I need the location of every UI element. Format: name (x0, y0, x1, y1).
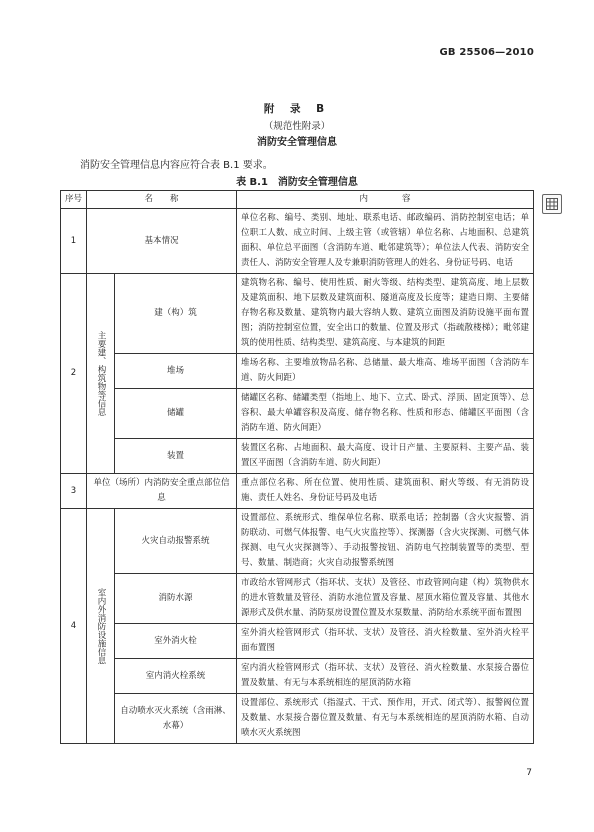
table-row (61, 439, 534, 474)
sub-content: 堆场名称、主要堆放物品名称、总储量、最大堆高、堆场平面图（含消防车道、防火间距） (237, 354, 534, 389)
table-row (61, 389, 534, 439)
sub-name: 堆场 (115, 354, 237, 389)
sub-content: 市政给水管网形式（指环状、支状）及管径、市政管网向建（构）筑物供水的进水管数量及管径、消防水池位置及容量、屋顶水箱位置及容量、其他水源形式及供水量、消防泵房设置位置及水泵数量、消防给水系统平面布置图 (237, 574, 534, 624)
fire-safety-info-table (60, 190, 534, 744)
sub-name: 火灾自动报警系统 (115, 509, 237, 574)
group-label-cell (87, 274, 115, 474)
table-caption: 表 B.1 消防安全管理信息 (236, 177, 358, 188)
appendix-title: 附 录 B (263, 103, 331, 115)
page-number: 7 (526, 768, 532, 778)
header-no: 序号 (61, 191, 87, 209)
table-view-icon-glyph (546, 198, 558, 210)
table-row (61, 659, 534, 694)
table-row (61, 474, 534, 509)
row-content: 单位名称、编号、类别、地址、联系电话、邮政编码、消防控制室电话；单位职工人数、成立时间、上级主管（或管辖）单位名称、占地面积、总建筑面积、单位总平面图（含消防车道、毗邻建筑等）；单位法人代表、消防安全责任人、消防安全管理人及专兼职消防管理人的姓名、身份证号码、电话 (237, 209, 534, 274)
standard-number: GB 25506—2010 (439, 47, 534, 58)
row-name: 基本情况 (87, 209, 237, 274)
row-name: 单位（场所）内消防安全重点部位信息 (87, 474, 237, 509)
sub-content: 室外消火栓管网形式（指环状、支状）及管径、消火栓数量、室外消火栓平面布置图 (237, 624, 534, 659)
sub-content: 室内消火栓管网形式（指环状、支状）及管径、消火栓数量、水泵接合器位置及数量、有无与本系统相连的屋顶消防水箱 (237, 659, 534, 694)
group-label: 主要建、构筑物等信息 (96, 331, 106, 416)
table-header-row (61, 191, 534, 209)
table-row (61, 624, 534, 659)
row-number: 3 (61, 474, 87, 509)
table-row (61, 509, 534, 574)
sub-name: 储罐 (115, 389, 237, 439)
sub-content: 设置部位、系统形式（指湿式、干式、预作用，开式、闭式等）、报警阀位置及数量、水泵接合器位置及数量、有无与本系统相连的屋顶消防水箱、自动喷水灭火系统图 (237, 694, 534, 744)
group-label-cell (87, 509, 115, 744)
header-content: 内 容 (237, 191, 534, 209)
table-row (61, 574, 534, 624)
row-number: 2 (61, 274, 87, 474)
row-content: 重点部位名称、所在位置、使用性质、建筑面积、耐火等级、有无消防设施、责任人姓名、身份证号码及电话 (237, 474, 534, 509)
table-row (61, 354, 534, 389)
sub-content: 储罐区名称、储罐类型（指地上、地下、立式、卧式、浮顶、固定顶等）、总容积、最大单罐容积及高度、储存物名称、性质和形态、储罐区平面图（含消防车道、防火间距） (237, 389, 534, 439)
appendix-name: 消防安全管理信息 (257, 137, 337, 148)
group-label: 室内外消防设施信息 (96, 587, 106, 665)
sub-name: 室外消火栓 (115, 624, 237, 659)
header-name: 名 称 (87, 191, 237, 209)
sub-content: 建筑物名称、编号、使用性质、耐火等级、结构类型、建筑高度、地上层数及建筑面积、地下层数及建筑面积、隧道高度及长度等；建造日期、主要储存物名称及数量、建筑物内最大容纳人数、建筑立面图及消防设施平面布置图；消防控制室位置，安全出口的数量、位置及形式（指疏散楼梯）；毗邻建筑的使用性质、结构类型、建筑高度、与本建筑的间距 (237, 274, 534, 354)
sub-name: 自动喷水灭火系统（含雨淋、水幕） (115, 694, 237, 744)
sub-name: 装置 (115, 439, 237, 474)
table-row (61, 274, 534, 354)
sub-name: 室内消火栓系统 (115, 659, 237, 694)
sub-name: 消防水源 (115, 574, 237, 624)
sub-name: 建（构）筑 (115, 274, 237, 354)
table-row (61, 209, 534, 274)
table-row (61, 694, 534, 744)
table-view-icon[interactable] (542, 194, 562, 214)
appendix-subtitle: （规范性附录） (263, 121, 331, 132)
intro-text: 消防安全管理信息内容应符合表 B.1 要求。 (80, 160, 273, 171)
sub-content: 装置区名称、占地面积、最大高度、设计日产量、主要原料、主要产品、装置区平面图（含消防车道、防火间距） (237, 439, 534, 474)
sub-content: 设置部位、系统形式、维保单位名称、联系电话；控制器（含火灾报警、消防联动、可燃气体报警、电气火灾监控等）、探测器（含火灾探测、可燃气体探测、电气火灾探测等）、手动报警按钮、消防电气控制装置等的类型、型号、数量、制造商；火灾自动报警系统图 (237, 509, 534, 574)
row-number: 4 (61, 509, 87, 744)
row-number: 1 (61, 209, 87, 274)
